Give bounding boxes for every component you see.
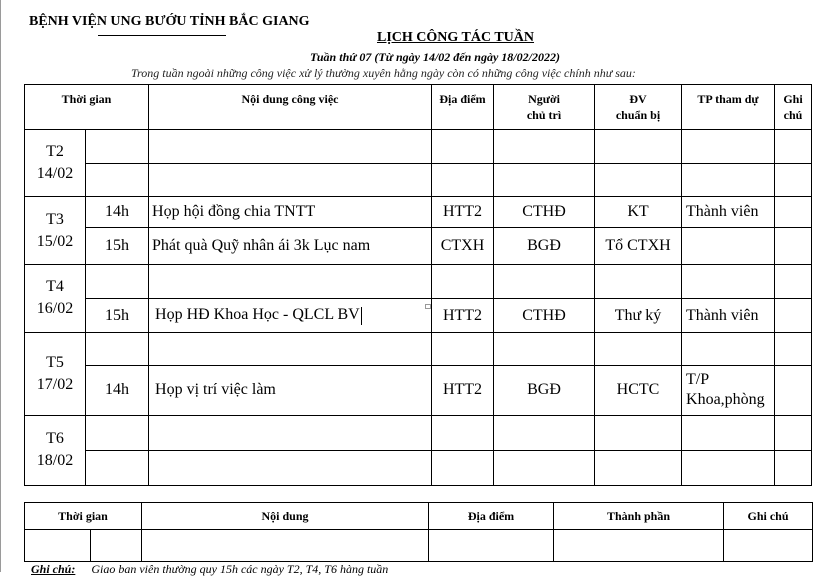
header-row (25, 503, 813, 530)
intro-text: Trong tuần ngoài những công việc xử lý thường xuyên hằng ngày còn có những công việc chính như sau: (131, 66, 636, 80)
table-row (25, 164, 812, 197)
table-row (25, 265, 812, 299)
cell[interactable] (91, 530, 142, 562)
header-location: Địa điểm (429, 503, 554, 530)
header-host-line2: chủ trì (526, 108, 562, 122)
participants-line2: Khoa,phòng (686, 391, 765, 409)
cell[interactable] (432, 450, 494, 485)
host-cell[interactable]: BGĐ (494, 365, 595, 415)
cell[interactable] (775, 450, 812, 485)
participants-cell[interactable] (682, 228, 775, 265)
week-subtitle: Tuần thứ 07 (Từ ngày 14/02 đến ngày 18/02/2022) (310, 50, 560, 64)
day-name: T2 (46, 143, 64, 161)
day-name: T3 (46, 210, 64, 228)
content-cell[interactable]: Phát quà Quỹ nhân ái 3k Lục nam (149, 228, 432, 265)
day-date: 17/02 (36, 375, 74, 393)
cell[interactable] (494, 450, 595, 485)
footnote-label: Ghi chú: (31, 562, 76, 576)
header-time: Thời gian (25, 85, 149, 130)
participants-cell[interactable]: Thành viên (682, 299, 775, 332)
header-host-line1: Người (528, 92, 560, 106)
cell[interactable] (595, 164, 682, 197)
header-notes-line2: chú (783, 108, 803, 122)
cell[interactable] (432, 265, 494, 299)
cell[interactable] (432, 130, 494, 164)
time-cell[interactable]: 15h (86, 228, 149, 265)
cell[interactable] (86, 164, 149, 197)
footnote-text: Giao ban viên thường quy 15h các ngày T2, T4, T6 hàng tuần (91, 562, 389, 576)
cell[interactable] (682, 332, 775, 365)
participants-cell[interactable] (682, 365, 775, 415)
header-notes: Ghi chú (724, 503, 813, 530)
day-cell-t3 (25, 197, 86, 265)
day-date: 18/02 (36, 452, 74, 470)
prep-cell[interactable]: KT (595, 197, 682, 228)
notes-cell[interactable] (775, 228, 812, 265)
cell[interactable] (554, 530, 724, 562)
prep-cell[interactable]: Thư ký (595, 299, 682, 332)
cell[interactable] (682, 450, 775, 485)
cell[interactable] (494, 130, 595, 164)
cell[interactable] (86, 450, 149, 485)
header-participants: TP tham dự (682, 85, 775, 130)
cell[interactable] (149, 450, 432, 485)
cell[interactable] (149, 265, 432, 299)
cell[interactable] (724, 530, 813, 562)
header-content: Nội dung công việc (149, 85, 432, 130)
cell[interactable] (86, 415, 149, 450)
header-prep-line2: chuẩn bị (615, 108, 661, 122)
content-cell[interactable] (149, 299, 432, 332)
cell[interactable] (432, 332, 494, 365)
cell[interactable] (86, 332, 149, 365)
text-cursor (361, 307, 362, 325)
cell[interactable] (775, 265, 812, 299)
prep-cell[interactable]: HCTC (595, 365, 682, 415)
cell[interactable] (595, 332, 682, 365)
cell[interactable] (494, 164, 595, 197)
cell[interactable] (775, 415, 812, 450)
host-cell[interactable]: CTHĐ (494, 299, 595, 332)
table-row (25, 530, 813, 562)
header-row (25, 85, 812, 130)
cell[interactable] (682, 130, 775, 164)
page-left-border (0, 0, 1, 572)
day-cell-t4 (25, 265, 86, 332)
content-cell[interactable]: Họp hội đồng chia TNTT (149, 197, 432, 228)
table-row (25, 365, 812, 415)
cell[interactable] (682, 164, 775, 197)
cell[interactable] (775, 130, 812, 164)
time-cell[interactable]: 14h (86, 365, 149, 415)
cell[interactable] (429, 530, 554, 562)
table-row (25, 332, 812, 365)
cell[interactable] (595, 450, 682, 485)
cell[interactable] (682, 265, 775, 299)
table-row (25, 450, 812, 485)
participants-line1: T/P (686, 371, 710, 389)
hospital-name: BỆNH VIỆN UNG BƯỚU TỈNH BẮC GIANG (29, 14, 310, 29)
cell[interactable] (595, 265, 682, 299)
header-prep (595, 85, 682, 130)
header-time: Thời gian (25, 503, 142, 530)
header-participants: Thành phần (554, 503, 724, 530)
time-cell[interactable]: 15h (86, 299, 149, 332)
day-name: T6 (46, 430, 64, 448)
header-notes (775, 85, 812, 130)
day-date: 14/02 (36, 165, 74, 183)
footnote (31, 562, 388, 577)
host-cell[interactable]: BGĐ (494, 228, 595, 265)
table-row (25, 130, 812, 164)
schedule-table (24, 84, 812, 486)
cell[interactable] (494, 415, 595, 450)
cell[interactable] (149, 130, 432, 164)
hospital-underline (98, 35, 226, 36)
day-date: 16/02 (36, 300, 74, 318)
location-cell[interactable]: CTXH (432, 228, 494, 265)
day-cell-t2 (25, 130, 86, 197)
cell[interactable] (494, 332, 595, 365)
cell[interactable] (682, 415, 775, 450)
cell[interactable] (149, 164, 432, 197)
cell[interactable] (86, 265, 149, 299)
cell[interactable] (86, 130, 149, 164)
cell[interactable] (775, 332, 812, 365)
time-cell[interactable]: 14h (86, 197, 149, 228)
location-cell[interactable]: HTT2 (432, 299, 494, 332)
header-content: Nội dung (142, 503, 429, 530)
location-cell[interactable]: HTT2 (432, 197, 494, 228)
day-name: T5 (46, 353, 64, 371)
table-row (25, 197, 812, 228)
table-row (25, 228, 812, 265)
cell[interactable] (595, 415, 682, 450)
content-cell[interactable]: Họp vị trí việc làm (149, 365, 432, 415)
table-row (25, 299, 812, 332)
prep-cell[interactable]: Tổ CTXH (595, 228, 682, 265)
cell[interactable] (595, 130, 682, 164)
header-location: Địa điểm (432, 85, 494, 130)
cell[interactable] (775, 164, 812, 197)
notes-cell[interactable] (775, 197, 812, 228)
notes-cell[interactable] (775, 365, 812, 415)
header-notes-line1: Ghi (783, 92, 803, 106)
table-row (25, 415, 812, 450)
notes-cell[interactable] (775, 299, 812, 332)
cell[interactable] (149, 332, 432, 365)
extra-schedule-table (24, 502, 813, 562)
participants-cell[interactable]: Thành viên (682, 197, 775, 228)
location-cell[interactable]: HTT2 (432, 365, 494, 415)
cell[interactable] (142, 530, 429, 562)
cell[interactable] (432, 164, 494, 197)
content-text: Họp HĐ Khoa Học - QLCL BV (155, 306, 360, 324)
document-title: LỊCH CÔNG TÁC TUẦN (377, 30, 535, 45)
day-name: T4 (46, 278, 64, 296)
header-host (494, 85, 595, 130)
day-date: 15/02 (36, 232, 74, 250)
day-cell-t6 (25, 415, 86, 485)
host-cell[interactable]: CTHĐ (494, 197, 595, 228)
table-resize-handle[interactable] (425, 304, 431, 309)
cell[interactable] (432, 415, 494, 450)
header-prep-line1: ĐV (629, 92, 647, 106)
cell[interactable] (25, 530, 91, 562)
day-cell-t5 (25, 332, 86, 415)
cell[interactable] (149, 415, 432, 450)
cell[interactable] (494, 265, 595, 299)
